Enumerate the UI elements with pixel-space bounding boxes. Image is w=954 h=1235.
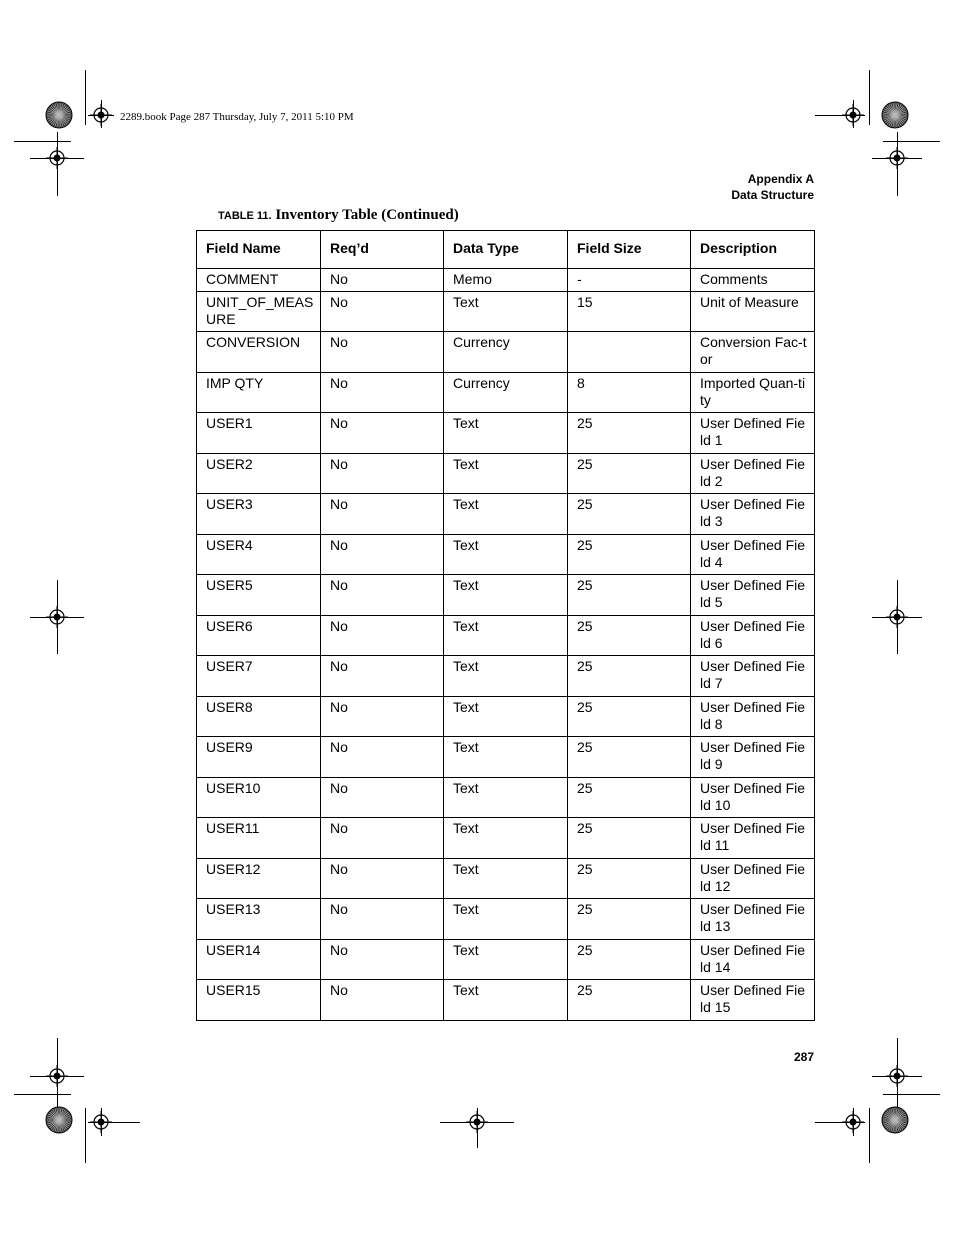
data-type-cell: Text: [444, 535, 568, 575]
description-cell: User Defined Field 5: [691, 575, 815, 616]
reqd-cell: No: [321, 413, 444, 454]
field-size-cell: 15: [568, 292, 691, 332]
table-row: [197, 292, 815, 332]
reqd-cell: No: [321, 494, 444, 535]
description-cell: User Defined Field 1: [691, 413, 815, 454]
crop-mark-line: [85, 1108, 86, 1163]
description-cell: Unit of Measure: [691, 292, 815, 332]
field-size-cell: 25: [568, 494, 691, 535]
crop-mark-line: [477, 1108, 478, 1148]
description-cell: Conversion Fac-tor: [691, 332, 815, 373]
reqd-cell: No: [321, 899, 444, 940]
data-type-cell: Text: [444, 494, 568, 535]
field-size-cell: 25: [568, 656, 691, 697]
table-caption-label: TABLE 11.: [218, 210, 272, 222]
table-row: [197, 980, 815, 1021]
data-type-cell: Text: [444, 454, 568, 494]
table-row: [197, 697, 815, 737]
field-name-cell: USER12: [197, 859, 321, 899]
running-head-appendix: Appendix A: [747, 172, 814, 186]
reqd-cell: No: [321, 332, 444, 373]
data-type-cell: Text: [444, 656, 568, 697]
crop-mark-line: [57, 580, 58, 654]
crop-mark-line: [897, 1038, 898, 1112]
description-cell: User Defined Field 15: [691, 980, 815, 1021]
reqd-cell: No: [321, 656, 444, 697]
field-size-cell: 25: [568, 535, 691, 575]
reqd-header: Req’d: [321, 231, 444, 269]
data-type-cell: Text: [444, 292, 568, 332]
table-row: [197, 656, 815, 697]
field-name-cell: USER11: [197, 818, 321, 859]
field-size-cell: 25: [568, 697, 691, 737]
data-type-cell: Text: [444, 697, 568, 737]
field-size-cell: 25: [568, 940, 691, 980]
reqd-cell: No: [321, 859, 444, 899]
field-name-cell: CONVERSION: [197, 332, 321, 373]
crop-mark-line: [14, 1094, 71, 1095]
field-size-cell: 8: [568, 373, 691, 413]
reqd-cell: No: [321, 980, 444, 1021]
table-body: [197, 269, 815, 1021]
description-cell: User Defined Field 2: [691, 454, 815, 494]
data-type-cell: Memo: [444, 269, 568, 292]
data-type-cell: Text: [444, 980, 568, 1021]
field-size-cell: 25: [568, 899, 691, 940]
data-type-cell: Currency: [444, 332, 568, 373]
description-header: Description: [691, 231, 815, 269]
reqd-cell: No: [321, 778, 444, 818]
description-cell: User Defined Field 6: [691, 616, 815, 656]
crop-mark-line: [883, 141, 940, 142]
description-cell: User Defined Field 13: [691, 899, 815, 940]
data-type-header: Data Type: [444, 231, 568, 269]
inventory-table: [196, 230, 815, 1021]
field-name-cell: IMP QTY: [197, 373, 321, 413]
field-name-cell: USER14: [197, 940, 321, 980]
field-name-cell: COMMENT: [197, 269, 321, 292]
table-row: [197, 737, 815, 778]
description-cell: User Defined Field 9: [691, 737, 815, 778]
data-type-cell: Text: [444, 737, 568, 778]
data-type-cell: Text: [444, 818, 568, 859]
crop-mark-line: [815, 115, 865, 116]
table-row: [197, 940, 815, 980]
starburst-target-icon: [881, 1106, 909, 1134]
field-size-cell: 25: [568, 737, 691, 778]
reqd-cell: No: [321, 269, 444, 292]
running-head-section: Data Structure: [731, 188, 814, 202]
description-cell: User Defined Field 7: [691, 656, 815, 697]
crop-mark-line: [869, 70, 870, 125]
field-size-cell: 25: [568, 778, 691, 818]
field-name-header: Field Name: [197, 231, 321, 269]
field-name-cell: USER8: [197, 697, 321, 737]
reqd-cell: No: [321, 737, 444, 778]
table-row: [197, 269, 815, 292]
crop-mark-line: [88, 1122, 140, 1123]
starburst-target-icon: [45, 1106, 73, 1134]
table-row: [197, 859, 815, 899]
field-name-cell: USER7: [197, 656, 321, 697]
field-name-cell: USER9: [197, 737, 321, 778]
running-head: [731, 171, 814, 203]
table-row: [197, 535, 815, 575]
field-size-cell: 25: [568, 413, 691, 454]
field-name-cell: USER5: [197, 575, 321, 616]
crop-mark-line: [57, 1038, 58, 1112]
description-cell: User Defined Field 3: [691, 494, 815, 535]
crop-mark-line: [869, 1108, 870, 1163]
field-name-cell: USER3: [197, 494, 321, 535]
table-row: [197, 575, 815, 616]
table-caption-title: Inventory Table (Continued): [271, 207, 459, 223]
field-size-cell: [568, 332, 691, 373]
table-row: [197, 454, 815, 494]
data-type-cell: Text: [444, 575, 568, 616]
field-name-cell: UNIT_OF_MEASURE: [197, 292, 321, 332]
crop-mark-line: [101, 1108, 102, 1136]
crop-mark-line: [883, 1094, 940, 1095]
description-cell: Imported Quan-tity: [691, 373, 815, 413]
crop-mark-line: [14, 141, 71, 142]
description-cell: User Defined Field 14: [691, 940, 815, 980]
table-row: [197, 778, 815, 818]
description-cell: User Defined Field 4: [691, 535, 815, 575]
crop-mark-line: [85, 70, 86, 125]
reqd-cell: No: [321, 535, 444, 575]
field-name-cell: USER2: [197, 454, 321, 494]
description-cell: User Defined Field 11: [691, 818, 815, 859]
data-type-cell: Text: [444, 778, 568, 818]
field-name-cell: USER6: [197, 616, 321, 656]
description-cell: User Defined Field 10: [691, 778, 815, 818]
field-name-cell: USER10: [197, 778, 321, 818]
field-size-cell: 25: [568, 859, 691, 899]
description-cell: Comments: [691, 269, 815, 292]
crop-mark-line: [853, 100, 854, 128]
reqd-cell: No: [321, 454, 444, 494]
field-size-cell: 25: [568, 818, 691, 859]
table-row: [197, 899, 815, 940]
data-type-cell: Text: [444, 413, 568, 454]
reqd-cell: No: [321, 616, 444, 656]
starburst-target-icon: [45, 101, 73, 129]
field-name-cell: USER13: [197, 899, 321, 940]
table-caption: [218, 206, 459, 224]
field-size-cell: 25: [568, 575, 691, 616]
table-row: [197, 818, 815, 859]
description-cell: User Defined Field 12: [691, 859, 815, 899]
data-type-cell: Text: [444, 899, 568, 940]
print-slug: 2289.book Page 287 Thursday, July 7, 2011 5:10 PM: [120, 111, 354, 123]
reqd-cell: No: [321, 940, 444, 980]
starburst-target-icon: [881, 101, 909, 129]
reqd-cell: No: [321, 575, 444, 616]
field-size-header: Field Size: [568, 231, 691, 269]
data-type-cell: Text: [444, 940, 568, 980]
data-type-cell: Text: [444, 859, 568, 899]
reqd-cell: No: [321, 373, 444, 413]
data-type-cell: Currency: [444, 373, 568, 413]
crop-mark-line: [897, 580, 898, 654]
table-row: [197, 413, 815, 454]
table-row: [197, 332, 815, 373]
field-size-cell: 25: [568, 980, 691, 1021]
field-name-cell: USER15: [197, 980, 321, 1021]
reqd-cell: No: [321, 818, 444, 859]
data-type-cell: Text: [444, 616, 568, 656]
field-size-cell: 25: [568, 616, 691, 656]
field-size-cell: -: [568, 269, 691, 292]
field-size-cell: 25: [568, 454, 691, 494]
crop-mark-line: [101, 100, 102, 128]
crop-mark-line: [815, 1122, 865, 1123]
reqd-cell: No: [321, 697, 444, 737]
field-name-cell: USER1: [197, 413, 321, 454]
reqd-cell: No: [321, 292, 444, 332]
crop-mark-line: [57, 132, 58, 196]
table-row: [197, 494, 815, 535]
table-header-row: [197, 231, 815, 269]
field-name-cell: USER4: [197, 535, 321, 575]
table-row: [197, 616, 815, 656]
crop-mark-line: [897, 132, 898, 196]
table-row: [197, 373, 815, 413]
description-cell: User Defined Field 8: [691, 697, 815, 737]
page-number: 287: [793, 1050, 814, 1064]
crop-mark-line: [853, 1108, 854, 1136]
